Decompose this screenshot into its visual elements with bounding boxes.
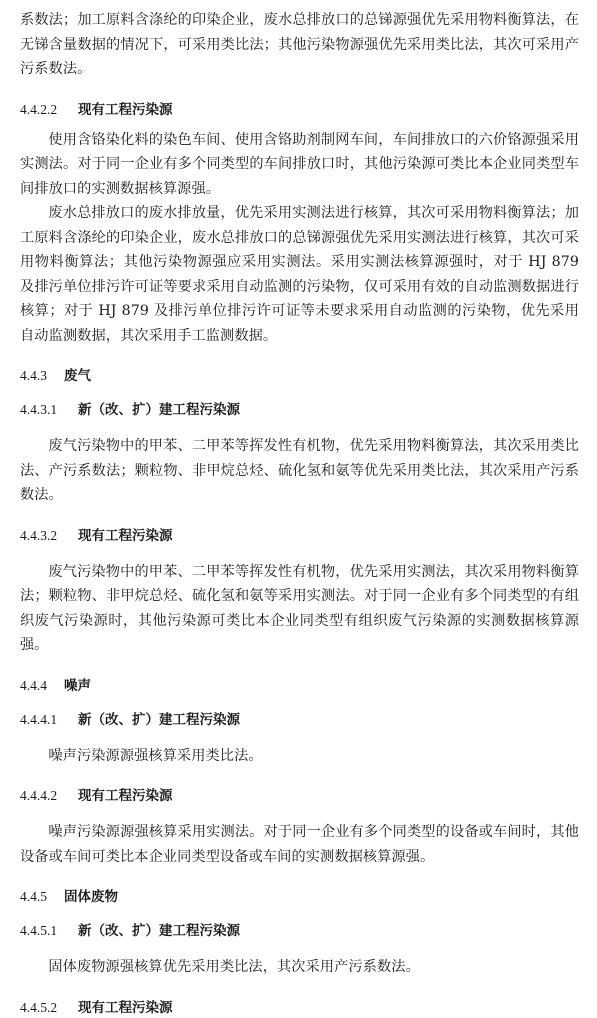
section-number: 4.4.3.1 xyxy=(20,402,58,417)
section-heading-4-4-2-2 xyxy=(20,100,579,120)
section-heading-4-4-5-1 xyxy=(20,921,579,941)
section-number: 4.4.4.2 xyxy=(20,788,58,803)
section-number: 4.4.4.1 xyxy=(20,711,58,727)
paragraph: 噪声污染源源强核算采用类比法。 xyxy=(48,747,263,764)
section-title: 新（改、扩）建工程污染源 xyxy=(78,711,240,728)
section-heading-4-4-5 xyxy=(20,887,579,907)
section-title: 固体废物 xyxy=(64,889,118,905)
section-heading-4-4-3-2 xyxy=(20,526,579,546)
paragraph: 噪声污染源源强核算采用实测法。对于同一企业有多个同类型的设备或车间时，其他设备或车间可类比本企业同类型设备或车间的实测数据核算源强。 xyxy=(20,824,579,865)
section-number: 4.4.4 xyxy=(20,677,47,693)
section-number: 4.4.3 xyxy=(20,368,47,383)
paragraph: 使用含铬染化料的染色车间、使用含铬助剂制网车间，车间排放口的六价铬源强采用实测法。对于同一企业有多个同类型的车间排放口时，其他污染源可类比本企业同类型车间排放口的实测数据核算源强。 xyxy=(20,131,579,197)
section-heading-4-4-4 xyxy=(20,676,579,696)
section-number: 4.4.2.2 xyxy=(20,101,58,117)
paragraph: 废气污染物中的甲苯、二甲苯等挥发性有机物，优先采用实测法，其次采用物料衡算法；颗粒物、非甲烷总烃、硫化氢和氨等采用实测法。对于同一企业有多个同类型的有组织废气污染源时，其他污染源可类比本企业同类型有组织废气污染源的实测数据核算源强。 xyxy=(20,563,579,653)
paragraph-continuation: 系数法；加工原料含涤纶的印染企业，废水总排放口的总锑源强优先采用物料衡算法，在无锑含量数据的情况下，可采用类比法；其他污染物源强优先采用类比法，其次可采用产污系数法。 xyxy=(20,12,579,77)
section-title: 废气 xyxy=(64,368,91,384)
paragraph: 废气污染物中的甲苯、二甲苯等挥发性有机物，优先采用物料衡算法，其次采用类比法、产污系数法；颗粒物、非甲烷总烃、硫化氢和氨等优先采用类比法，其次采用产污系数法。 xyxy=(20,438,579,503)
section-title: 现有工程污染源 xyxy=(78,101,173,118)
section-heading-4-4-4-1 xyxy=(20,710,579,730)
section-title: 现有工程污染源 xyxy=(78,999,173,1016)
section-number: 4.4.5 xyxy=(20,889,47,904)
section-heading-4-4-4-2 xyxy=(20,786,579,806)
section-title: 新（改、扩）建工程污染源 xyxy=(78,402,240,418)
section-number: 4.4.5.2 xyxy=(20,999,58,1015)
section-number: 4.4.3.2 xyxy=(20,527,58,543)
section-heading-4-4-5-2 xyxy=(20,998,579,1018)
section-title: 现有工程污染源 xyxy=(78,788,173,804)
section-heading-4-4-3 xyxy=(20,366,579,386)
paragraph: 废水总排放口的废水排放量，优先采用实测法进行核算，其次可采用物料衡算法；加工原料含涤纶的印染企业，废水总排放口的总锑源强优先采用实测法进行核算，其次可采用物料衡算法；其他污染物源强应采用实测法。采用实测法核算源强时，对于 HJ 879 及排污单位排污许可证等要求采用自动监测的污染物，仅可采用有效的自动监测数据进行核算；对于 HJ 879 及排污单位排污许可证等未要求采用自动监测的污染物，优先采用自动监测数据，其次采用手工监测数据。 xyxy=(20,205,579,344)
section-title: 现有工程污染源 xyxy=(78,527,173,544)
section-title: 噪声 xyxy=(64,677,91,694)
section-title: 新（改、扩）建工程污染源 xyxy=(78,923,240,939)
paragraph: 固体废物源强核算优先采用类比法，其次采用产污系数法。 xyxy=(48,959,420,975)
section-number: 4.4.5.1 xyxy=(20,923,58,938)
section-heading-4-4-3-1 xyxy=(20,400,579,420)
